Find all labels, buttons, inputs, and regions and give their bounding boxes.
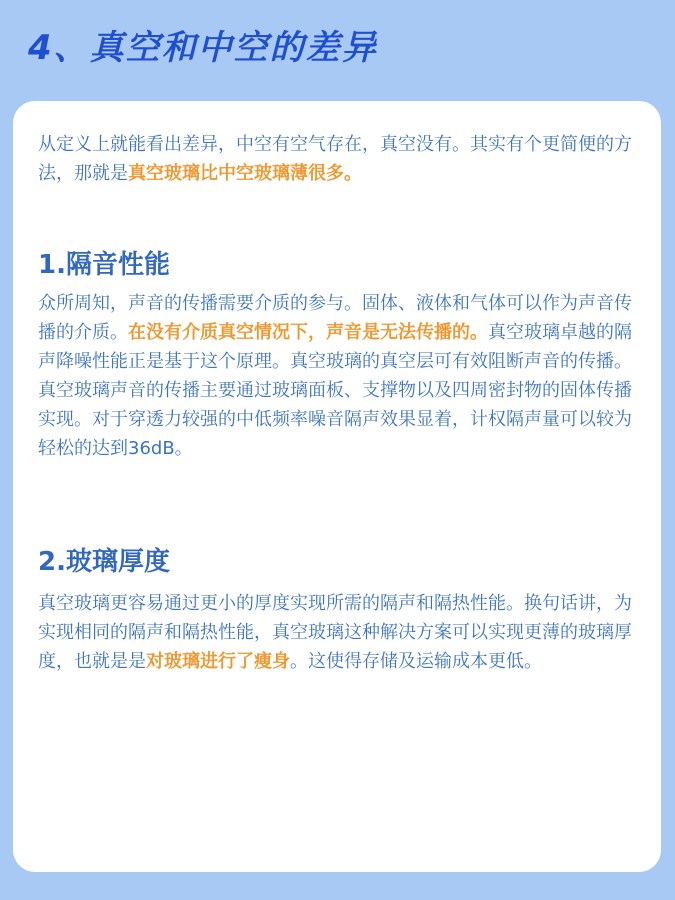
page-title: 4、真空和中空的差异 xyxy=(28,28,378,68)
glass-thickness-text-1: 真空玻璃更容易通过更小的厚度实现所需的隔声和隔热性能。换句话讲，为实现相同的隔声和隔热性能，真空玻璃这种解决方案可以实现更薄的玻璃厚度，也就是是 xyxy=(38,593,632,672)
intro-highlight: 真空玻璃比中空玻璃薄很多。 xyxy=(128,163,362,184)
section-heading-glass-thickness: 2.玻璃厚度 xyxy=(38,547,170,577)
sound-insulation-text-2: 真空玻璃卓越的隔声降噪性能正是基于这个原理。真空玻璃的真空层可有效阻断声音的传播。真空玻璃声音的传播主要通过玻璃面板、支撑物以及四周密封物的固体传播实现。对于穿透力较强的中低频率噪音隔声效果显着，计权隔声量可以较为轻松的达到36dB。 xyxy=(38,322,632,459)
sound-insulation-highlight: 在没有介质真空情况下，声音是无法传播的。 xyxy=(128,322,488,343)
glass-thickness-text-2: 。这使得存储及运输成本更低。 xyxy=(290,651,542,672)
sound-insulation-text-1: 众所周知，声音的传播需要介质的参与。固体、液体和气体可以作为声音传播的介质。 xyxy=(38,293,632,343)
content-card xyxy=(13,101,661,872)
sound-insulation-paragraph xyxy=(38,289,644,463)
glass-thickness-highlight: 对玻璃进行了瘦身 xyxy=(146,651,290,672)
glass-thickness-paragraph xyxy=(38,589,644,676)
section-heading-sound-insulation: 1.隔音性能 xyxy=(38,250,170,280)
intro-text: 从定义上就能看出差异，中空有空气存在，真空没有。其实有个更简便的方法，那就是 xyxy=(38,134,632,184)
intro-paragraph xyxy=(38,130,644,188)
